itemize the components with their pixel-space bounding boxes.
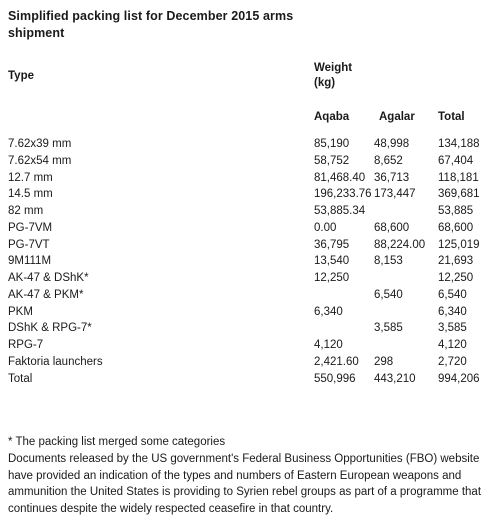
table-row xyxy=(0,337,500,354)
cell-total: 125,019 xyxy=(438,238,480,251)
table-row xyxy=(0,371,500,388)
cell-agalar: 8,652 xyxy=(374,154,403,167)
table-row xyxy=(0,253,500,270)
table-row xyxy=(0,237,500,254)
cell-aqaba: 81,468.40 xyxy=(314,171,366,184)
cell-total: 6,340 xyxy=(438,305,467,318)
cell-type: 82 mm xyxy=(8,205,44,217)
table-row xyxy=(0,136,500,153)
weight-label: Weight xyxy=(314,62,353,74)
cell-total: 134,188 xyxy=(438,138,480,150)
cell-agalar: 36,713 xyxy=(374,171,410,184)
table-row xyxy=(0,203,500,220)
column-header-total: Total xyxy=(438,111,465,123)
cell-type: Total xyxy=(8,372,33,385)
cell-aqaba: 36,795 xyxy=(314,238,350,251)
table-row xyxy=(0,270,500,287)
cell-type: PKM xyxy=(8,305,33,318)
cell-type: 14.5 mm xyxy=(8,188,53,201)
cell-aqaba: 58,752 xyxy=(314,154,350,167)
footnote: * The packing list merged some categories xyxy=(8,436,226,448)
cell-total: 3,585 xyxy=(438,322,467,335)
cell-total: 118,181 xyxy=(438,171,479,184)
table-row xyxy=(0,320,500,337)
cell-aqaba: 85,190 xyxy=(314,138,350,150)
cell-aqaba: 53,885.34 xyxy=(314,205,366,217)
cell-total: 369,681 xyxy=(438,188,480,201)
weight-unit: (kg) xyxy=(314,77,336,89)
cell-aqaba: 196,233.76 xyxy=(314,188,372,201)
table-row xyxy=(0,287,500,304)
cell-type: AK-47 & PKM* xyxy=(8,288,84,301)
column-header-weight xyxy=(314,61,374,91)
cell-aqaba: 12,250 xyxy=(314,272,350,284)
cell-type: PG-7VM xyxy=(8,221,53,234)
cell-agalar: 88,224.00 xyxy=(374,238,426,251)
cell-aqaba: 2,421.60 xyxy=(314,355,359,368)
document-title: Simplified packing list for December 2015 arms shipment xyxy=(8,9,294,40)
cell-type: 12.7 mm xyxy=(8,171,53,184)
cell-total: 68,600 xyxy=(438,221,474,234)
cell-type: RPG-7 xyxy=(8,339,44,351)
cell-aqaba: 550,996 xyxy=(314,372,356,385)
cell-type: Faktoria launchers xyxy=(8,355,103,368)
cell-aqaba: 13,540 xyxy=(314,255,350,268)
cell-type: 9M111M xyxy=(8,255,52,268)
packing-table-body xyxy=(0,136,500,387)
cell-agalar: 48,998 xyxy=(374,138,410,150)
cell-total: 994,206 xyxy=(438,372,480,385)
cell-total: 21,693 xyxy=(438,255,474,268)
cell-agalar: 443,210 xyxy=(374,372,416,385)
column-header-type: Type xyxy=(8,70,34,82)
cell-agalar: 8,153 xyxy=(374,255,403,268)
cell-agalar: 298 xyxy=(374,355,394,368)
cell-type: DShK & RPG-7* xyxy=(8,322,92,335)
cell-agalar: 173,447 xyxy=(374,188,416,201)
cell-type: PG-7VT xyxy=(8,238,50,251)
table-row xyxy=(0,170,500,187)
cell-agalar: 3,585 xyxy=(374,322,403,335)
cell-aqaba: 4,120 xyxy=(314,339,343,351)
cell-type: 7.62x39 mm xyxy=(8,138,72,150)
cell-type: AK-47 & DShK* xyxy=(8,272,89,284)
cell-total: 67,404 xyxy=(438,154,474,167)
table-row xyxy=(0,304,500,321)
cell-type: 7.62x54 mm xyxy=(8,154,72,167)
cell-total: 53,885 xyxy=(438,205,474,217)
table-row xyxy=(0,186,500,203)
cell-aqaba: 0.00 xyxy=(314,221,337,234)
cell-aqaba: 6,340 xyxy=(314,305,343,318)
description-paragraph: Documents released by the US government's Federal Business Opportunities (FBO) website have provided an indication of the types and numbers of Eastern European weapons and ammunition the United States is providing to Syrien rebel groups as part of a programme that continues despite the widely respected ceasefire in that country. xyxy=(8,453,482,515)
cell-total: 6,540 xyxy=(438,288,467,301)
cell-total: 4,120 xyxy=(438,339,467,351)
cell-agalar: 6,540 xyxy=(374,288,403,301)
cell-total: 12,250 xyxy=(438,272,474,284)
cell-agalar: 68,600 xyxy=(374,221,410,234)
cell-total: 2,720 xyxy=(438,355,467,368)
column-header-aqaba: Aqaba xyxy=(314,111,350,123)
table-row xyxy=(0,354,500,371)
table-row xyxy=(0,220,500,237)
column-header-agalar: Agalar xyxy=(379,111,415,123)
table-row xyxy=(0,153,500,170)
